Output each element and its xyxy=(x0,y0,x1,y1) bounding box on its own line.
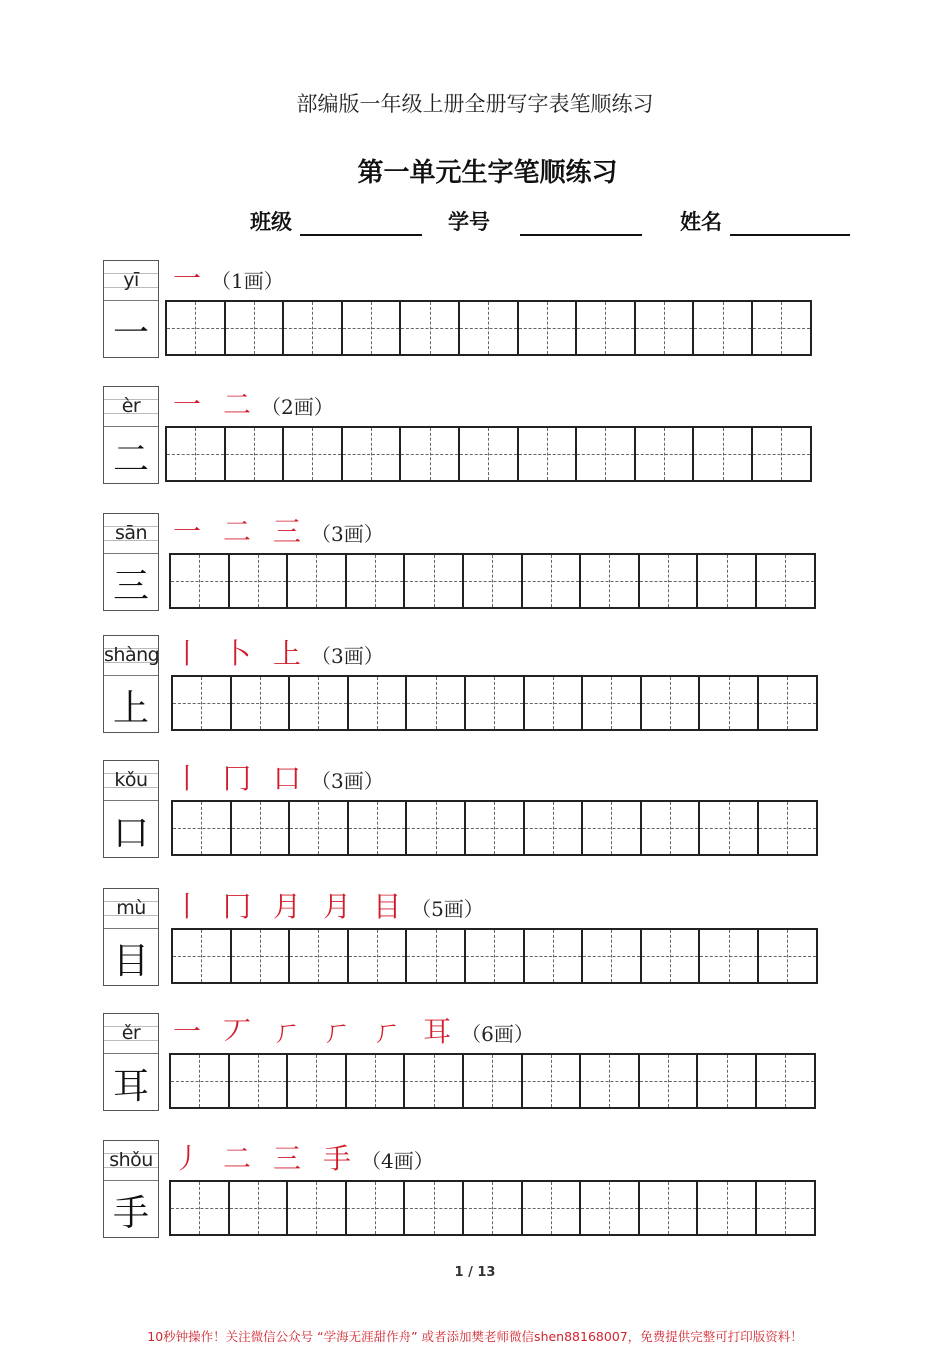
writing-cell[interactable] xyxy=(523,1055,582,1107)
writing-cell[interactable] xyxy=(232,677,291,729)
character-label-box xyxy=(103,760,159,858)
writing-cell[interactable] xyxy=(640,555,699,607)
writing-cell[interactable] xyxy=(226,428,285,480)
character-row xyxy=(103,760,818,858)
writing-cell[interactable] xyxy=(642,677,701,729)
writing-cell[interactable] xyxy=(288,1182,347,1234)
writing-cell[interactable] xyxy=(343,428,402,480)
writing-cell[interactable] xyxy=(290,930,349,982)
writing-cell[interactable] xyxy=(460,428,519,480)
hanzi-character: 一 xyxy=(112,312,149,354)
writing-cell[interactable] xyxy=(226,302,285,354)
writing-cell[interactable] xyxy=(401,428,460,480)
writing-cell[interactable] xyxy=(466,802,525,854)
pinyin-text: shǒu xyxy=(109,1149,153,1171)
character-label-box xyxy=(103,386,159,484)
writing-cell[interactable] xyxy=(642,802,701,854)
writing-cell[interactable] xyxy=(577,302,636,354)
writing-cell[interactable] xyxy=(460,302,519,354)
writing-cell[interactable] xyxy=(173,802,232,854)
writing-cell[interactable] xyxy=(466,930,525,982)
writing-cell[interactable] xyxy=(583,802,642,854)
writing-cell[interactable] xyxy=(640,1055,699,1107)
stroke-step: 三 xyxy=(273,1142,302,1175)
name-label: 姓名 xyxy=(680,210,722,234)
writing-cell[interactable] xyxy=(642,930,701,982)
writing-cell[interactable] xyxy=(232,930,291,982)
character-row xyxy=(103,888,818,986)
class-label: 班级 xyxy=(250,210,292,234)
stroke-step: 冂 xyxy=(223,762,252,795)
stroke-step: 二 xyxy=(223,388,252,421)
writing-cell[interactable] xyxy=(347,1055,406,1107)
stroke-step: 卜 xyxy=(223,637,252,670)
writing-cell[interactable] xyxy=(171,555,230,607)
writing-cell[interactable] xyxy=(171,1055,230,1107)
stroke-step: ㄏ xyxy=(273,1015,302,1048)
pinyin-cell xyxy=(104,514,158,554)
stroke-step: 口 xyxy=(273,762,302,795)
character-row xyxy=(103,260,818,358)
hanzi-character: 三 xyxy=(112,565,149,607)
stroke-count: （4画） xyxy=(361,1149,434,1173)
character-row xyxy=(103,1013,818,1111)
writing-cell[interactable] xyxy=(464,1182,523,1234)
character-row xyxy=(103,386,818,484)
writing-cell[interactable] xyxy=(519,428,578,480)
writing-cell[interactable] xyxy=(167,428,226,480)
writing-cell[interactable] xyxy=(343,302,402,354)
stroke-order xyxy=(173,890,484,924)
hanzi-character: 上 xyxy=(112,687,149,729)
stroke-count: （6画） xyxy=(461,1022,534,1046)
student-number-blank[interactable] xyxy=(520,234,642,236)
writing-cell[interactable] xyxy=(753,302,812,354)
writing-cell[interactable] xyxy=(581,1182,640,1234)
writing-cell[interactable] xyxy=(349,802,408,854)
stroke-step: ㄏ xyxy=(323,1015,352,1048)
document-title: 部编版一年级上册全册写字表笔顺练习 xyxy=(296,92,654,116)
writing-cell[interactable] xyxy=(698,1055,757,1107)
writing-cell[interactable] xyxy=(405,555,464,607)
pinyin-text: mù xyxy=(116,897,146,919)
stroke-step: 上 xyxy=(273,637,302,670)
stroke-step: 一 xyxy=(173,1015,202,1048)
unit-title: 第一单元生字笔顺练习 xyxy=(357,158,618,188)
writing-cell[interactable] xyxy=(464,555,523,607)
pinyin-text: kǒu xyxy=(114,769,148,791)
writing-cell[interactable] xyxy=(757,1182,816,1234)
character-label-box xyxy=(103,260,159,358)
stroke-order xyxy=(173,1015,534,1049)
writing-grid xyxy=(169,1180,816,1236)
writing-cell[interactable] xyxy=(519,302,578,354)
writing-cell[interactable] xyxy=(347,1182,406,1234)
writing-grid xyxy=(171,928,818,984)
writing-grid xyxy=(171,675,818,731)
writing-cell[interactable] xyxy=(347,555,406,607)
pinyin-text: shàng xyxy=(104,644,160,666)
stroke-step: 一 xyxy=(173,515,202,548)
stroke-step: 一 xyxy=(173,388,202,421)
writing-cell[interactable] xyxy=(525,802,584,854)
writing-cell[interactable] xyxy=(290,677,349,729)
stroke-order xyxy=(173,762,384,796)
stroke-order xyxy=(173,515,384,549)
writing-cell[interactable] xyxy=(694,302,753,354)
stroke-step: 冂 xyxy=(223,890,252,923)
writing-grid xyxy=(169,553,816,609)
pinyin-cell xyxy=(104,889,158,929)
writing-grid xyxy=(165,300,812,356)
stroke-step: 二 xyxy=(223,515,252,548)
writing-grid xyxy=(169,1053,816,1109)
stroke-order xyxy=(173,1142,434,1176)
stroke-count: （3画） xyxy=(311,644,384,668)
writing-cell[interactable] xyxy=(525,677,584,729)
writing-cell[interactable] xyxy=(757,1055,816,1107)
pinyin-cell xyxy=(104,261,158,301)
writing-cell[interactable] xyxy=(700,802,759,854)
hanzi-character: 耳 xyxy=(112,1065,149,1107)
student-number-label: 学号 xyxy=(448,210,490,234)
writing-cell[interactable] xyxy=(583,677,642,729)
writing-cell[interactable] xyxy=(405,1055,464,1107)
stroke-step: 目 xyxy=(373,890,402,923)
hanzi-character: 二 xyxy=(112,438,149,480)
pinyin-cell xyxy=(104,761,158,801)
writing-cell[interactable] xyxy=(173,930,232,982)
stroke-step: 丨 xyxy=(173,890,202,923)
writing-grid xyxy=(171,800,818,856)
writing-cell[interactable] xyxy=(405,1182,464,1234)
writing-cell[interactable] xyxy=(466,677,525,729)
stroke-count: （5画） xyxy=(411,897,484,921)
stroke-step: 丆 xyxy=(223,1015,252,1048)
stroke-order xyxy=(173,262,284,296)
writing-cell[interactable] xyxy=(698,555,757,607)
writing-cell[interactable] xyxy=(167,302,226,354)
character-row xyxy=(103,513,818,611)
hanzi-character: 目 xyxy=(112,940,149,982)
hanzi-character: 手 xyxy=(112,1192,149,1234)
stroke-step: 月 xyxy=(323,890,352,923)
class-blank[interactable] xyxy=(300,234,422,236)
writing-cell[interactable] xyxy=(464,1055,523,1107)
character-label-box xyxy=(103,513,159,611)
character-label-box xyxy=(103,888,159,986)
writing-cell[interactable] xyxy=(523,1182,582,1234)
page-number: 1 / 13 xyxy=(454,1265,496,1280)
writing-cell[interactable] xyxy=(577,428,636,480)
writing-cell[interactable] xyxy=(288,1055,347,1107)
stroke-step: 月 xyxy=(273,890,302,923)
writing-cell[interactable] xyxy=(636,428,695,480)
hanzi-character: 口 xyxy=(112,812,149,854)
writing-cell[interactable] xyxy=(401,302,460,354)
pinyin-cell xyxy=(104,1141,158,1181)
stroke-order xyxy=(173,388,334,422)
stroke-step: ㄏ xyxy=(373,1015,402,1048)
writing-cell[interactable] xyxy=(759,802,818,854)
character-row xyxy=(103,635,818,733)
writing-cell[interactable] xyxy=(349,930,408,982)
writing-cell[interactable] xyxy=(581,555,640,607)
writing-cell[interactable] xyxy=(284,428,343,480)
student-info-row xyxy=(0,206,950,240)
writing-cell[interactable] xyxy=(171,1182,230,1234)
writing-cell[interactable] xyxy=(349,677,408,729)
writing-cell[interactable] xyxy=(407,930,466,982)
stroke-step: 手 xyxy=(323,1142,352,1175)
writing-cell[interactable] xyxy=(173,677,232,729)
writing-cell[interactable] xyxy=(290,802,349,854)
stroke-step: 丨 xyxy=(173,762,202,795)
writing-cell[interactable] xyxy=(694,428,753,480)
character-label-box xyxy=(103,635,159,733)
writing-cell[interactable] xyxy=(230,555,289,607)
writing-cell[interactable] xyxy=(407,677,466,729)
writing-cell[interactable] xyxy=(759,677,818,729)
writing-cell[interactable] xyxy=(288,555,347,607)
writing-cell[interactable] xyxy=(230,1182,289,1234)
writing-cell[interactable] xyxy=(407,802,466,854)
pinyin-cell xyxy=(104,636,158,676)
writing-cell[interactable] xyxy=(583,930,642,982)
writing-cell[interactable] xyxy=(636,302,695,354)
writing-cell[interactable] xyxy=(757,555,816,607)
stroke-count: （3画） xyxy=(311,522,384,546)
writing-cell[interactable] xyxy=(232,802,291,854)
character-label-box xyxy=(103,1140,159,1238)
pinyin-text: èr xyxy=(121,395,141,417)
stroke-count: （3画） xyxy=(311,769,384,793)
writing-cell[interactable] xyxy=(698,1182,757,1234)
character-row xyxy=(103,1140,818,1238)
stroke-count: （1画） xyxy=(211,269,284,293)
writing-cell[interactable] xyxy=(230,1055,289,1107)
writing-cell[interactable] xyxy=(759,930,818,982)
name-blank[interactable] xyxy=(730,234,850,236)
stroke-step: 耳 xyxy=(423,1015,452,1048)
writing-grid xyxy=(165,426,812,482)
stroke-count: （2画） xyxy=(261,395,334,419)
stroke-step: 二 xyxy=(223,1142,252,1175)
writing-cell[interactable] xyxy=(581,1055,640,1107)
writing-cell[interactable] xyxy=(700,930,759,982)
stroke-step: 一 xyxy=(173,262,202,295)
writing-cell[interactable] xyxy=(640,1182,699,1234)
pinyin-cell xyxy=(104,1014,158,1054)
pinyin-text: ěr xyxy=(121,1022,141,1044)
pinyin-cell xyxy=(104,387,158,427)
writing-cell[interactable] xyxy=(523,555,582,607)
writing-cell[interactable] xyxy=(753,428,812,480)
writing-cell[interactable] xyxy=(700,677,759,729)
character-label-box xyxy=(103,1013,159,1111)
writing-cell[interactable] xyxy=(284,302,343,354)
stroke-order xyxy=(173,637,384,671)
stroke-step: 三 xyxy=(273,515,302,548)
footer-note: 10秒钟操作！关注微信公众号 “学海无涯甜作舟” 或者添加樊老师微信shen88168007，免费提供完整可打印版资料！ xyxy=(147,1329,803,1344)
stroke-step: 丿 xyxy=(173,1142,202,1175)
pinyin-text: yī xyxy=(123,269,139,291)
writing-cell[interactable] xyxy=(525,930,584,982)
stroke-step: 丨 xyxy=(173,637,202,670)
pinyin-text: sān xyxy=(114,522,148,544)
